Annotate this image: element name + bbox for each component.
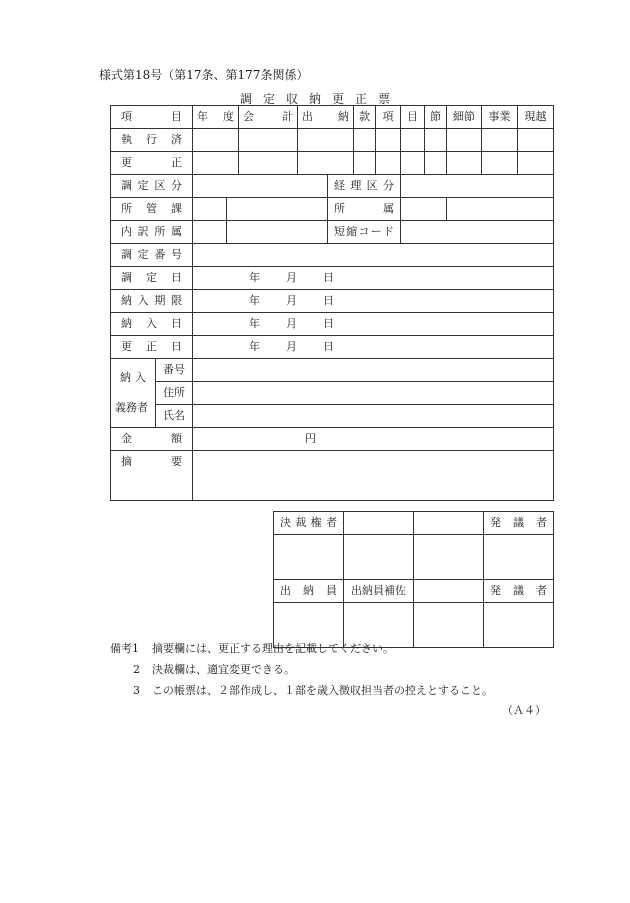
unit-month: 月 (286, 271, 297, 284)
note-label: 備考1 (110, 642, 139, 655)
label-correction-date: 更正日 (111, 336, 193, 359)
label-payer (111, 359, 156, 428)
unit-month: 月 (286, 317, 297, 330)
unit-day: 日 (323, 340, 334, 353)
label-amount: 金額 (111, 428, 193, 451)
unit-day: 日 (323, 317, 334, 330)
stamp-proposer-2[interactable] (484, 603, 554, 648)
unit-year: 年 (249, 294, 260, 307)
cell-section-code[interactable] (193, 198, 227, 221)
paper-size: （Ａ４） (502, 704, 546, 717)
row-amount (111, 428, 554, 451)
col-kou: 項 (376, 106, 401, 129)
cell-executed-saisetsu[interactable] (447, 129, 482, 152)
cell-executed-genkoshi[interactable] (518, 129, 554, 152)
row-payment-deadline (111, 290, 554, 313)
cell-adjust-number[interactable] (193, 244, 554, 267)
cell-corrected-expense[interactable] (298, 152, 354, 175)
cell-section-name[interactable] (227, 198, 328, 221)
cell-payer-number[interactable] (193, 359, 554, 382)
cell-corrected-saisetsu[interactable] (447, 152, 482, 175)
note-text: この帳票は、２部作成し、１部を歳入徴収担当者の控えとすること。 (152, 684, 493, 697)
approval-header-blank-2 (414, 512, 484, 535)
cell-executed-year[interactable] (193, 129, 239, 152)
notes-section (110, 638, 493, 701)
cell-corrected-year[interactable] (193, 152, 239, 175)
label-accounting-category: 経理区分 (328, 175, 401, 198)
cell-executed-kou[interactable] (376, 129, 401, 152)
cell-correction-date[interactable] (193, 336, 554, 359)
row-payer-address (111, 382, 554, 405)
cell-affiliation-name[interactable] (447, 198, 554, 221)
cell-payer-name[interactable] (193, 405, 554, 428)
approval-header-row (274, 512, 554, 535)
approval-header-blank-1 (344, 512, 414, 535)
cell-memo[interactable] (193, 451, 554, 501)
stamp-decision-authority[interactable] (274, 535, 344, 580)
col-genkoshi: 現越 (518, 106, 554, 129)
unit-day: 日 (323, 294, 334, 307)
label-proposer: 発議者 (484, 512, 554, 535)
col-saisetsu: 細節 (447, 106, 482, 129)
note-item (110, 638, 493, 659)
row-breakdown (111, 221, 554, 244)
label-executed: 執行済 (111, 129, 193, 152)
unit-month: 月 (286, 294, 297, 307)
treasurer-header-row (274, 580, 554, 603)
note-text: 摘要欄には、更正する理由を記載してください。 (152, 642, 394, 655)
approval-stamp-row (274, 535, 554, 580)
unit-year: 年 (249, 271, 260, 284)
cell-corrected-kou[interactable] (376, 152, 401, 175)
note-item (110, 659, 493, 680)
cell-executed-kan[interactable] (354, 129, 376, 152)
stamp-approval-3[interactable] (414, 535, 484, 580)
label-decision-authority: 決裁権者 (274, 512, 344, 535)
payer-label-line1: 納入 (120, 371, 146, 384)
label-adjust-date: 調定日 (111, 267, 193, 290)
row-correction-date (111, 336, 554, 359)
label-affiliation: 所属 (328, 198, 401, 221)
col-kan: 款 (354, 106, 376, 129)
cell-corrected-genkoshi[interactable] (518, 152, 554, 175)
note-item (110, 680, 493, 701)
row-adjust-number (111, 244, 554, 267)
cell-executed-moku[interactable] (401, 129, 425, 152)
label-memo: 摘要 (111, 451, 193, 501)
label-proposer-2: 発議者 (484, 580, 554, 603)
cell-adjust-date[interactable] (193, 267, 554, 290)
unit-year: 年 (249, 340, 260, 353)
row-adjust-date (111, 267, 554, 290)
cell-affiliation-code[interactable] (401, 198, 447, 221)
row-payer-number (111, 359, 554, 382)
col-jigyou: 事業 (482, 106, 518, 129)
label-payment-deadline: 納入期限 (111, 290, 193, 313)
unit-year: 年 (249, 317, 260, 330)
label-payer-number: 番号 (156, 359, 193, 382)
label-corrected: 更正 (111, 152, 193, 175)
col-account: 会計 (239, 106, 298, 129)
cell-breakdown-name[interactable] (227, 221, 328, 244)
col-setsu: 節 (425, 106, 447, 129)
cell-short-code[interactable] (401, 221, 554, 244)
cell-executed-jigyou[interactable] (482, 129, 518, 152)
main-form-table (110, 105, 554, 501)
label-treasurer: 出納員 (274, 580, 344, 603)
label-payment-date: 納入日 (111, 313, 193, 336)
cell-adjust-category[interactable] (193, 175, 328, 198)
label-short-code: 短縮コード (328, 221, 401, 244)
cell-corrected-moku[interactable] (401, 152, 425, 175)
label-managing-section: 所管課 (111, 198, 193, 221)
row-memo (111, 451, 554, 501)
cell-payment-date[interactable] (193, 313, 554, 336)
label-adjust-category: 調定区分 (111, 175, 193, 198)
unit-month: 月 (286, 340, 297, 353)
cell-corrected-setsu[interactable] (425, 152, 447, 175)
cell-corrected-jigyou[interactable] (482, 152, 518, 175)
unit-yen: 円 (305, 432, 316, 445)
form-number: 様式第18号（第17条、第177条関係） (99, 68, 309, 82)
col-item: 項目 (111, 106, 193, 129)
document-title: 調定収納更正票 (240, 92, 402, 106)
cell-executed-expense[interactable] (298, 129, 354, 152)
cell-executed-account[interactable] (239, 129, 298, 152)
unit-day: 日 (323, 271, 334, 284)
header-row (111, 106, 554, 129)
col-moku: 目 (401, 106, 425, 129)
label-breakdown-affiliation: 内訳所属 (111, 221, 193, 244)
note-number: 2 (133, 663, 140, 676)
label-payer-name: 氏名 (156, 405, 193, 428)
label-adjust-number: 調定番号 (111, 244, 193, 267)
label-treasurer-assistant: 出納員補佐 (344, 580, 414, 603)
row-category (111, 175, 554, 198)
approval-table (273, 511, 554, 648)
cell-payer-address[interactable] (193, 382, 554, 405)
cell-corrected-kan[interactable] (354, 152, 376, 175)
stamp-approval-2[interactable] (344, 535, 414, 580)
cell-executed-setsu[interactable] (425, 129, 447, 152)
col-expense: 出納 (298, 106, 354, 129)
cell-accounting-category[interactable] (401, 175, 554, 198)
payer-label-line2: 義務者 (115, 401, 148, 414)
label-payer-address: 住所 (156, 382, 193, 405)
row-payment-date (111, 313, 554, 336)
note-number: 3 (133, 684, 140, 697)
stamp-proposer[interactable] (484, 535, 554, 580)
cell-corrected-account[interactable] (239, 152, 298, 175)
cell-payment-deadline[interactable] (193, 290, 554, 313)
cell-amount[interactable] (193, 428, 554, 451)
row-payer-name (111, 405, 554, 428)
note-text: 決裁欄は、適宜変更できる。 (152, 663, 295, 676)
row-corrected (111, 152, 554, 175)
row-executed (111, 129, 554, 152)
treasurer-header-blank (414, 580, 484, 603)
row-section (111, 198, 554, 221)
cell-breakdown-code[interactable] (193, 221, 227, 244)
col-year: 年度 (193, 106, 239, 129)
